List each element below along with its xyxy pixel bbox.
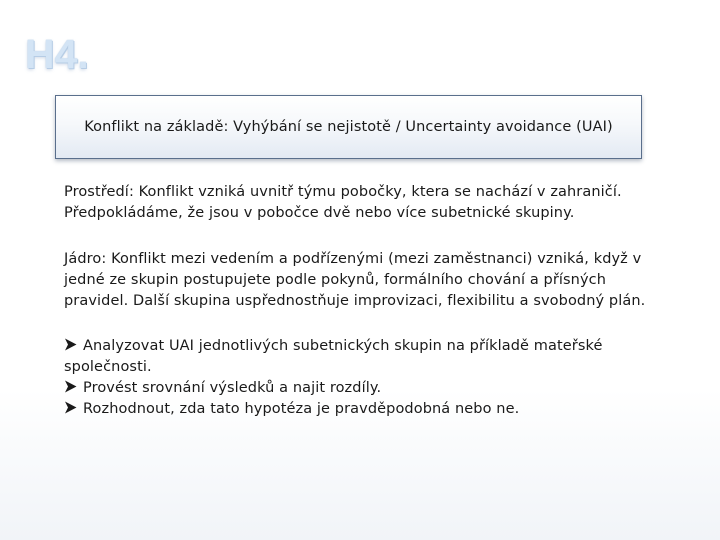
environment-paragraph xyxy=(64,182,654,224)
environment-line: Předpokládáme, že jsou v pobočce dvě nebo více subetnické skupiny. xyxy=(64,205,575,221)
heading-text: Konflikt na základě: Vyhýbání se nejistotě / Uncertainty avoidance (UAI) xyxy=(84,119,613,135)
core-paragraph xyxy=(64,249,654,312)
list-item-text: Rozhodnout, zda tato hypotéza je pravděpodobná nebo ne. xyxy=(83,401,520,417)
list-item xyxy=(64,399,654,420)
list-item xyxy=(64,336,654,378)
arrowhead-bullet-icon xyxy=(64,338,77,351)
arrowhead-bullet-icon xyxy=(64,380,77,393)
list-item-text: Analyzovat UAI jednotlivých subetnických skupin na příkladě mateřské xyxy=(83,338,603,354)
arrowhead-bullet-icon xyxy=(64,401,77,414)
list-item-text-continued: společnosti. xyxy=(64,359,152,375)
core-line: pravidel. Další skupina uspřednostňuje improvizaci, flexibilitu a svobodný plán. xyxy=(64,293,646,309)
core-line: jedné ze skupin postupujete podle pokynů, formálního chování a přísných xyxy=(64,272,606,288)
task-list xyxy=(64,336,654,420)
slide-title: H4. xyxy=(25,31,89,77)
list-item xyxy=(64,378,654,399)
list-item-text: Provést srovnání výsledků a najit rozdíly. xyxy=(83,380,382,396)
environment-line: Prostředí: Konflikt vzniká uvnitř týmu pobočky, ktera se nachází v zahraničí. xyxy=(64,184,622,200)
heading-box xyxy=(55,95,642,159)
core-line: Jádro: Konflikt mezi vedením a podřízenými (mezi zaměstnanci) vzniká, když v xyxy=(64,251,642,267)
